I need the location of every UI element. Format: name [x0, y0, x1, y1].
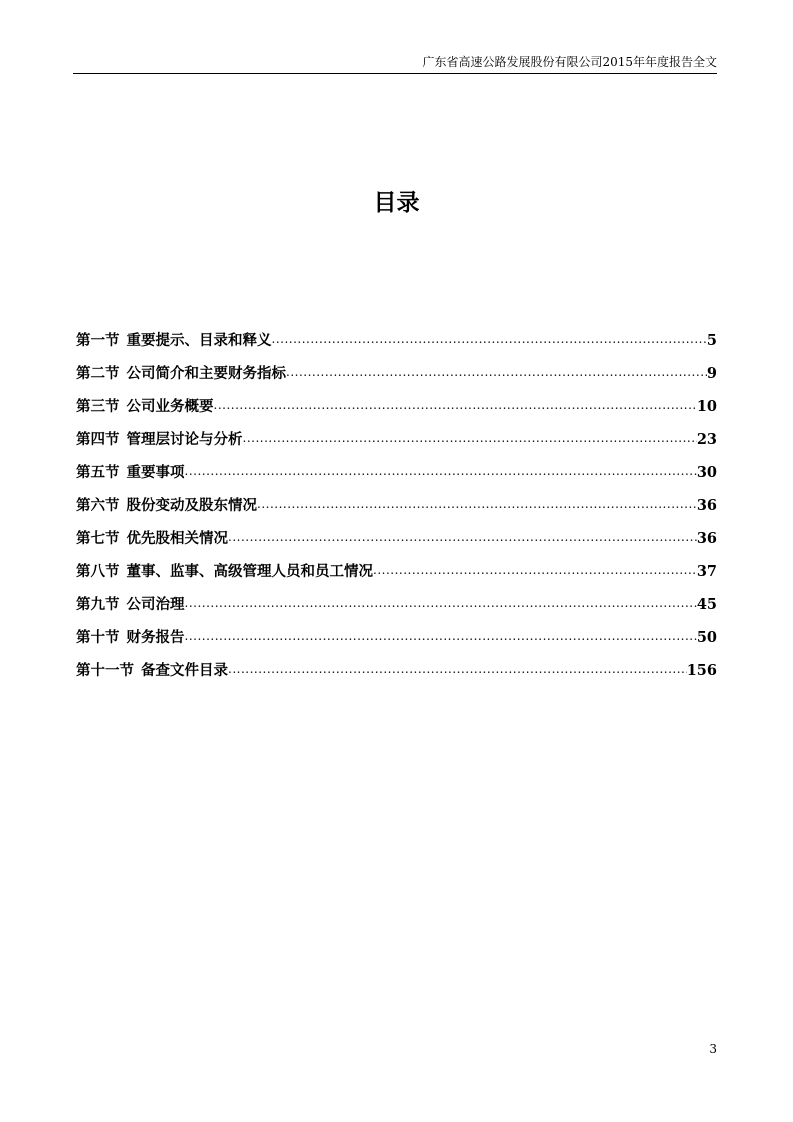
- toc-section-number: 第二节: [76, 366, 120, 382]
- toc-section-number: 第十一节: [76, 663, 134, 679]
- toc-dot-leader: [228, 527, 697, 547]
- toc-section-number: 第七节: [76, 531, 120, 547]
- toc-section-number: 第四节: [76, 432, 120, 448]
- toc-section-number: 第六节: [76, 498, 120, 514]
- header-text: 广东省高速公路发展股份有限公司2015年年度报告全文: [422, 55, 717, 69]
- toc-dot-leader: [373, 560, 697, 580]
- toc-section-number: 第五节: [76, 465, 120, 481]
- page-title: 目录: [373, 190, 420, 216]
- toc-page-number: 45: [696, 596, 717, 613]
- toc-dot-leader: [228, 659, 687, 679]
- toc-entry[interactable]: [76, 648, 717, 681]
- toc-page-number: 5: [706, 332, 717, 349]
- toc-entry[interactable]: [76, 483, 717, 516]
- toc-section-title: 公司业务概要: [126, 399, 214, 415]
- toc-section-title: 董事、监事、高级管理人员和员工情况: [126, 564, 373, 580]
- toc-page-number: 23: [696, 431, 717, 448]
- page-number: 3: [709, 1042, 717, 1056]
- toc-dot-leader: [257, 494, 697, 514]
- toc-page-number: 50: [696, 629, 717, 646]
- toc-entry[interactable]: [76, 450, 717, 483]
- toc-section-number: 第八节: [76, 564, 120, 580]
- toc-entry[interactable]: [76, 417, 717, 450]
- toc-section-title: 股份变动及股东情况: [126, 498, 257, 514]
- toc-dot-leader: [185, 461, 697, 481]
- toc-section-number: 第一节: [76, 333, 120, 349]
- toc-entry[interactable]: [76, 549, 717, 582]
- toc-entry[interactable]: [76, 384, 717, 417]
- toc-page-number: 36: [696, 497, 717, 514]
- toc-section-title: 优先股相关情况: [126, 531, 228, 547]
- toc-section-title: 公司治理: [126, 597, 185, 613]
- toc-entry[interactable]: [76, 516, 717, 549]
- toc-entry[interactable]: [76, 318, 717, 351]
- toc-section-title: 备查文件目录: [141, 663, 228, 679]
- toc-section-title: 重要提示、目录和释义: [126, 333, 272, 349]
- toc-dot-leader: [243, 428, 697, 448]
- toc-page-number: 10: [696, 398, 717, 415]
- toc-entry[interactable]: [76, 615, 717, 648]
- toc-section-number: 第十节: [76, 630, 120, 646]
- toc-page-number: 30: [696, 464, 717, 481]
- toc-section-title: 财务报告: [126, 630, 185, 646]
- toc-section-title: 管理层讨论与分析: [126, 432, 243, 448]
- toc-dot-leader: [286, 362, 707, 382]
- toc-section-number: 第三节: [76, 399, 120, 415]
- toc-page-number: 37: [696, 563, 717, 580]
- toc-dot-leader: [272, 329, 707, 349]
- toc-section-title: 公司简介和主要财务指标: [126, 366, 286, 382]
- toc-page-number: 9: [706, 365, 717, 382]
- toc-dot-leader: [214, 395, 697, 415]
- table-of-contents: [76, 318, 717, 681]
- toc-dot-leader: [185, 593, 697, 613]
- toc-section-title: 重要事项: [126, 465, 185, 481]
- toc-page-number: 156: [686, 662, 717, 679]
- toc-dot-leader: [185, 626, 697, 646]
- toc-entry[interactable]: [76, 582, 717, 615]
- toc-section-number: 第九节: [76, 597, 120, 613]
- running-header: [73, 55, 717, 74]
- toc-entry[interactable]: [76, 351, 717, 384]
- toc-page-number: 36: [696, 530, 717, 547]
